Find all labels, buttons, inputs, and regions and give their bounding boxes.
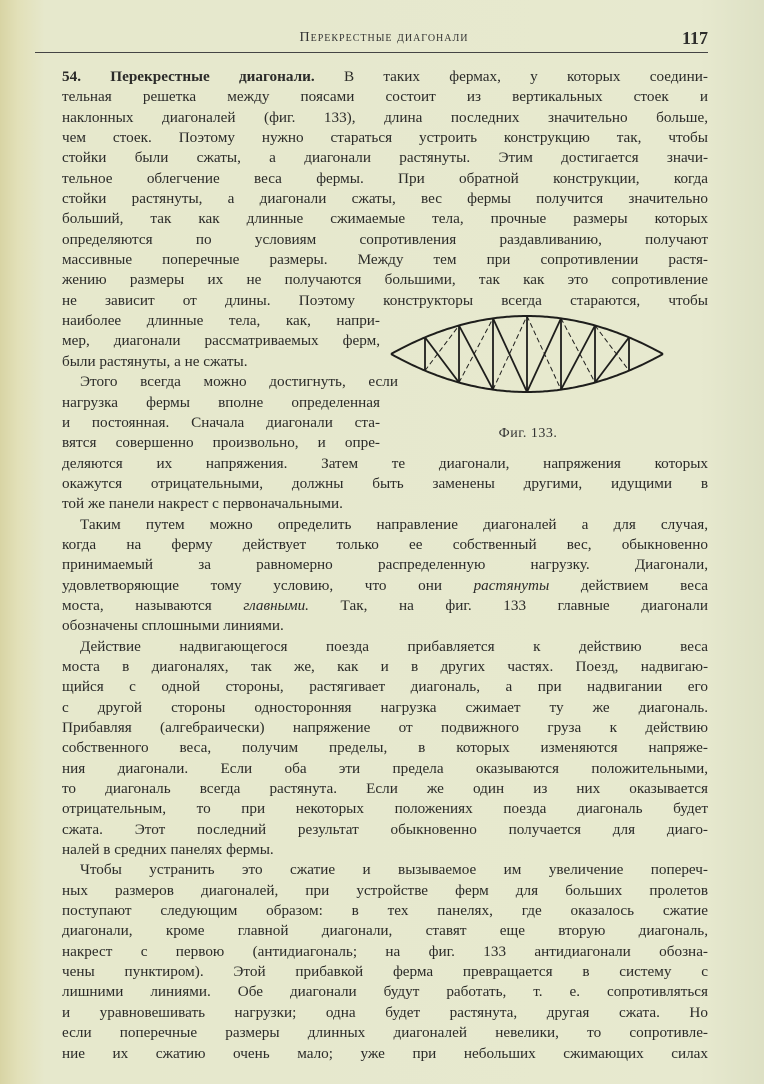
- text-line: моста, называются главными. Так, на фиг. 133 главные диагонали: [62, 596, 708, 614]
- text-line: тельное облегчение веса фермы. При обратной конструкции, когда: [62, 169, 708, 187]
- text-line: окажутся отрицательными, должны быть заменены другими, идущими в: [62, 474, 708, 492]
- running-title: Перекрестные диагонали: [299, 30, 469, 45]
- text-line: ния диагонали. Если оба эти предела оказываются положительными,: [62, 759, 708, 777]
- text-line: жению размеры их не получаются большими, так как это сопротивление: [62, 271, 708, 289]
- text-line: деляются их напряжения. Затем те диагонали, напряжения которых: [62, 454, 708, 472]
- text-line: диагонали, кроме главной диагонали, ставят еще вторую диагональ,: [62, 922, 708, 940]
- section-heading: 54. Перекрестные диагонали.: [62, 68, 315, 85]
- text-line: тельная решетка между поясами состоит из вертикальных стоек и: [62, 88, 708, 106]
- text-line: то диагональ всегда растянута. Если же один из них оказывается: [62, 780, 708, 798]
- text-line: ние их сжатию очень мало; уже при небольших сжимающих силах: [62, 1044, 708, 1062]
- text-line: Чтобы устранить это сжатие и вызываемое им увеличение попереч-: [80, 861, 708, 879]
- emphasis: главными.: [243, 596, 309, 614]
- text-line: поступают следующим образом: в тех панелях, где оказалось сжатие: [62, 902, 708, 920]
- text-line: были растянуты, а не сжаты.: [62, 352, 248, 370]
- text-line: чем стоек. Поэтому нужно стараться устроить конструкцию так, чтобы: [62, 129, 708, 147]
- text-line: удовлетворяющие тому условию, что они растянуты действием веса: [62, 576, 708, 594]
- figure-133: [383, 312, 673, 452]
- text-line: и постоянная. Сначала диагонали ста-: [62, 413, 380, 431]
- text-line: чены пунктиром). Этой прибавкой ферма превращается в систему с: [62, 963, 708, 981]
- text-line: мер, диагонали рассматриваемых ферм,: [62, 332, 380, 350]
- text-line: стойки были сжаты, а диагонали растянуты. Этим достигается значи-: [62, 149, 708, 167]
- text-line: вятся совершенно произвольно, и опре-: [62, 434, 380, 452]
- text-line: той же панели накрест с первоначальными.: [62, 495, 343, 513]
- text-line: ных размеров диагоналей, при устройстве ферм для больших пролетов: [62, 881, 708, 899]
- text-line: 54. Перекрестные диагонали. В таких фермах, у которых соедини-: [62, 68, 708, 85]
- emphasis: растянуты: [473, 576, 550, 594]
- text-line: стойки растянуты, а диагонали сжаты, вес фермы получится значительно: [62, 190, 708, 208]
- truss-diagram: [383, 312, 673, 412]
- text-line: определяются по условиям сопротивления раздавливанию, получают: [62, 230, 708, 248]
- text-line: если поперечные размеры длинных диагоналей невелики, то сопротивле-: [62, 1024, 708, 1042]
- text-line: больший, так как длинные сжимаемые тела, прочные размеры которых: [62, 210, 708, 228]
- text-line: отрицательным, то при некоторых положениях поезда диагональ будет: [62, 800, 708, 818]
- text-line: наклонных диагоналей (фиг. 133), длина последних значительно больше,: [62, 108, 708, 126]
- text-line: Таким путем можно определить направление диагоналей а для случая,: [80, 515, 708, 533]
- page-number: 117: [681, 28, 708, 48]
- text-line: обозначены сплошными линиями.: [62, 617, 284, 635]
- text-line: сжата. Этот последний результат обыкновенно получается для диаго-: [62, 820, 708, 838]
- page-header: [60, 30, 708, 54]
- text-line: налей в средних панелях фермы.: [62, 841, 274, 859]
- text-line: и уравновешивать нагрузки; одна будет растянута, другая сжата. Но: [62, 1003, 708, 1021]
- figure-caption: Фиг. 133.: [498, 426, 558, 441]
- text-line: накрест с первою (антидиагональ; на фиг. 133 антидиагонали обозна-: [62, 942, 708, 960]
- body-text: [62, 67, 708, 1064]
- text-line: собственного веса, получим пределы, в которых изменяются напряже-: [62, 739, 708, 757]
- text-line: Прибавляя (алгебраически) напряжение от подвижного груза к действию: [62, 719, 708, 736]
- text-line: наиболее длинные тела, как, напри-: [62, 312, 380, 330]
- text-line: Действие надвигающегося поезда прибавляется к действию веса: [80, 637, 708, 655]
- text-line: лишними линиями. Обе диагонали будут работать, т. е. сопротивляться: [62, 983, 708, 1001]
- text-line: принимаемый за равномерно распределенную нагрузку. Диагонали,: [62, 556, 708, 574]
- text-line: нагрузка фермы вполне определенная: [62, 393, 380, 411]
- text-line: Этого всегда можно достигнуть, если: [80, 373, 398, 391]
- text-line: массивные поперечные размеры. Между тем при сопротивлении растя-: [62, 251, 708, 269]
- text-line: моста в диагоналях, так же, как и в других частях. Поезд, надвигаю-: [62, 657, 708, 675]
- text-line: когда на ферму действует только ее собственный вес, обыкновенно: [62, 535, 708, 553]
- text-line: щийся с одной стороны, растягивает диагональ, а при надвигании его: [62, 678, 708, 696]
- header-rule: [35, 52, 708, 53]
- text-line: с другой стороны односторонняя нагрузка сжимает ту же диагональ.: [62, 698, 708, 716]
- text-line: не зависит от длины. Поэтому конструкторы всегда стараются, чтобы: [62, 291, 708, 309]
